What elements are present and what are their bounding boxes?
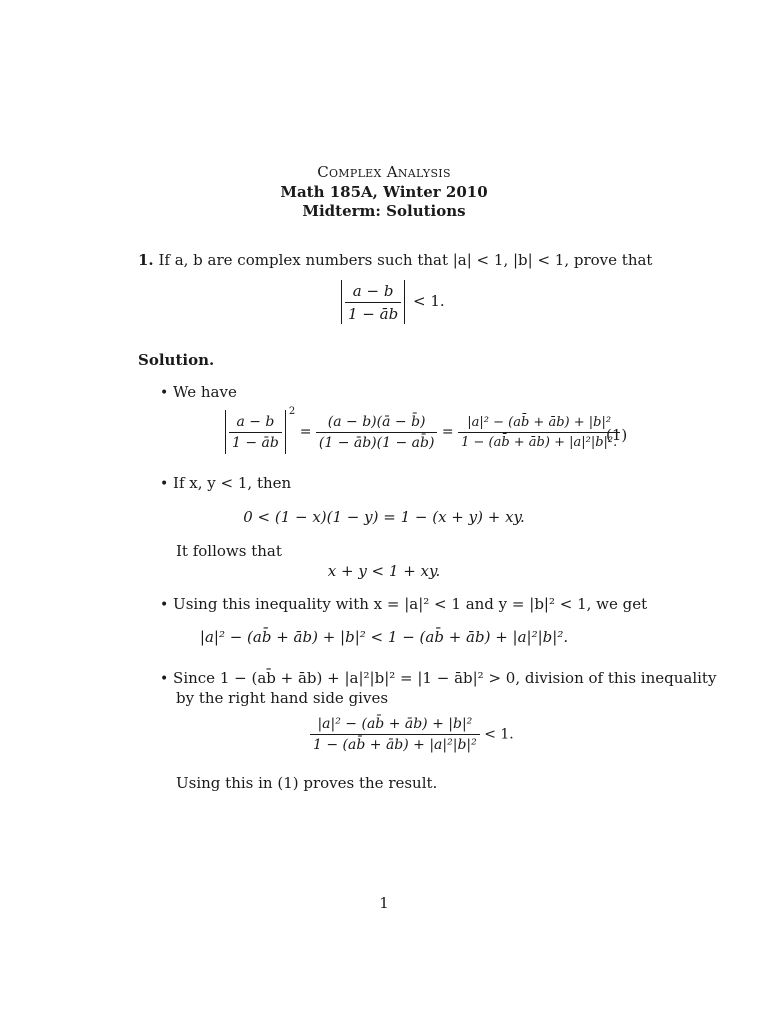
eq1-frac3-num: |a|² − (ab̄ + āb) + |b|² <box>458 415 620 433</box>
problem-statement <box>138 251 652 269</box>
problem-display-equation <box>338 280 445 324</box>
problem-text: If a, b are complex numbers such that |a| < 1, |b| < 1, prove that <box>158 251 653 269</box>
eq1-exponent: 2 <box>288 406 296 418</box>
solution-heading: Solution. <box>138 351 215 369</box>
bullet-4-frac-num: |a|² − (ab̄ + āb) + |b|² <box>310 716 480 735</box>
eq1-frac1-den: 1 − āb <box>232 434 279 451</box>
problem-rhs: < 1. <box>412 292 445 310</box>
bullet-2-equation: 0 < (1 − x)(1 − y) = 1 − (x + y) + xy. <box>243 508 525 526</box>
class-title: Math 185A, Winter 2010 <box>280 183 488 201</box>
bullet-1: • We have <box>160 383 237 401</box>
eq1-equals-2: = <box>441 424 454 440</box>
eq1-frac1-num: a − b <box>229 414 282 433</box>
bullet-3-text: Using this inequality with x = |a|² < 1 and y = |b|² < 1, we get <box>173 595 648 613</box>
bullet-4-line-1: Since 1 − (ab̄ + āb) + |a|²|b|² = |1 − āb|² > 0, division of this inequality <box>173 669 717 687</box>
bullet-2: • If x, y < 1, then <box>160 474 292 492</box>
eq1-equals-1: = <box>299 424 312 440</box>
bullet-4: • Since 1 − (ab̄ + āb) + |a|²|b|² = |1 − āb|² > 0, division of this inequality <box>160 669 717 687</box>
equation-1 <box>222 406 620 454</box>
course-title: Complex Analysis <box>317 163 451 181</box>
bullet-3: • Using this inequality with x = |a|² < 1 and y = |b|² < 1, we get <box>160 595 648 613</box>
bullet-2-follow: It follows that <box>176 542 282 560</box>
bullet-2-equation-2: x + y < 1 + xy. <box>327 562 441 580</box>
page-number: 1 <box>379 894 389 912</box>
bullet-2-text: If x, y < 1, then <box>173 474 292 492</box>
eq1-frac3-den: 1 − (ab̄ + āb) + |a|²|b|². <box>461 434 618 450</box>
bullet-3-equation: |a|² − (ab̄ + āb) + |b|² < 1 − (ab̄ + āb) + |a|²|b|². <box>199 628 569 646</box>
bullet-4-equation <box>310 716 514 753</box>
eq1-frac2-den: (1 − āb)(1 − ab̄) <box>318 434 435 451</box>
bullet-4-frac-den: 1 − (ab̄ + āb) + |a|²|b|² <box>313 737 477 753</box>
eq1-frac2-num: (a − b)(ā − b̄) <box>316 414 438 433</box>
problem-number: 1. <box>138 251 154 269</box>
problem-frac-den: 1 − āb <box>348 304 399 323</box>
exam-title: Midterm: Solutions <box>302 202 466 220</box>
bullet-1-text: We have <box>173 383 237 401</box>
bullet-4-line-2: by the right hand side gives <box>176 689 389 707</box>
equation-tag-1: (1) <box>606 426 628 444</box>
bullet-4-rhs: < 1. <box>484 726 514 743</box>
problem-frac-num: a − b <box>345 282 401 303</box>
conclusion: Using this in (1) proves the result. <box>176 774 438 792</box>
